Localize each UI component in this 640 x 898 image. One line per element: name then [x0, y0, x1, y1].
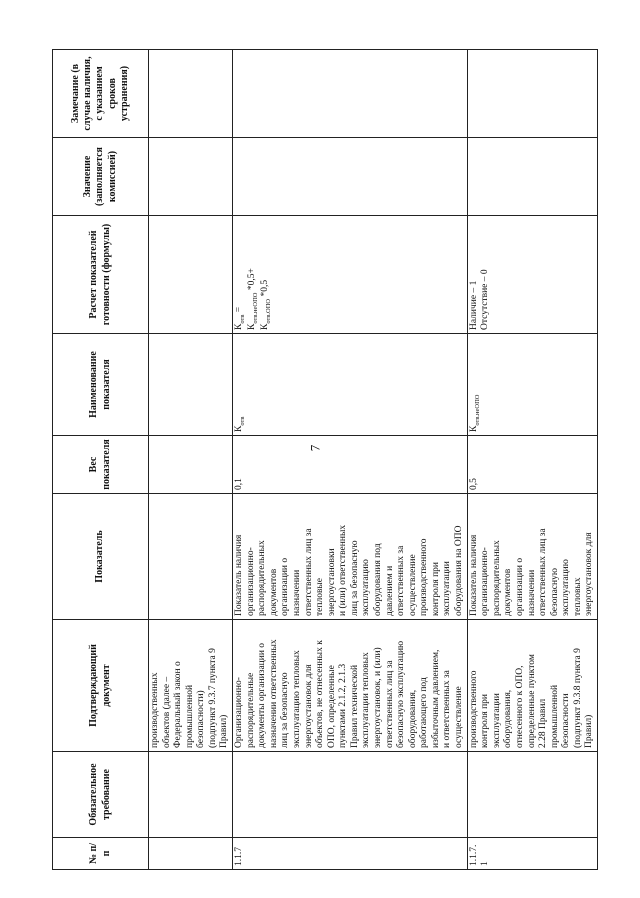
- text-line: ответственных лиц за: [538, 528, 549, 616]
- indicator-symbol-subscript: отв.неОПО: [473, 394, 481, 426]
- cell-remark: [149, 50, 233, 138]
- cell-indicator: [233, 494, 468, 620]
- text-line: Наличие – 1: [468, 280, 479, 330]
- text-line: Отсутствие – 0: [480, 269, 491, 330]
- text-line: безопасную эксплуатацию: [396, 640, 407, 748]
- cell-num: 1.1.7.1: [467, 838, 597, 870]
- text-line: промышленной: [184, 684, 195, 748]
- text-line: лиц за безопасную: [349, 540, 360, 616]
- text-line: документов: [268, 568, 279, 616]
- cell-value: [467, 138, 597, 216]
- indicator-symbol: К: [234, 425, 245, 432]
- text-line: работающего под: [419, 677, 430, 748]
- cell-requirement: [467, 752, 597, 838]
- text-line: промышленной: [549, 684, 560, 748]
- cell-name: [467, 334, 597, 436]
- text-line: отнесенного к ОПО,: [514, 665, 525, 748]
- text-line: энергоустановок, и (или): [372, 647, 383, 748]
- text-line: производственного: [468, 670, 479, 748]
- text-line: безопасную: [549, 568, 560, 616]
- text-line: Правил технической: [349, 664, 360, 748]
- text-line: лиц за безопасную: [280, 672, 291, 748]
- text-line: назначении: [526, 569, 537, 616]
- text-line: производственных: [150, 672, 160, 748]
- text-line: (подпункт 9.3.7 пункта 9: [207, 648, 218, 748]
- header-name: Наименование показателя: [53, 334, 149, 436]
- text-line: безопасности): [196, 690, 207, 748]
- text-line: организации о: [280, 557, 291, 616]
- cell-formula: [467, 216, 597, 334]
- text-line: энергоустановок для: [584, 532, 595, 616]
- cell-name: [149, 334, 233, 436]
- text-line: распорядительных: [257, 540, 268, 616]
- text-line: объектов (далее –: [161, 676, 172, 748]
- text-line: давлением и: [384, 565, 395, 616]
- cell-document: [149, 620, 233, 752]
- table-row: [149, 50, 233, 870]
- text-line: осуществление: [407, 554, 418, 616]
- cell-weight: [149, 436, 233, 494]
- formula-line: $К_{отв.ОПО}$ *0,5: [259, 279, 272, 330]
- cell-document: [467, 620, 597, 752]
- header-num: № п/п: [53, 838, 149, 870]
- indicator-symbol: К: [468, 425, 479, 432]
- readiness-criteria-table: [52, 49, 598, 870]
- cell-indicator: [467, 494, 597, 620]
- text-line: эксплуатации: [442, 561, 453, 616]
- text-line: тепловых: [572, 577, 583, 616]
- formula-lines: [469, 219, 492, 330]
- text-line: определенные пунктом: [526, 654, 537, 748]
- text-line: эксплуатацию: [361, 559, 372, 616]
- document-lines: [234, 623, 466, 748]
- indicator-symbol-subscript: отв: [238, 416, 246, 426]
- cell-num: 1.1.7: [233, 838, 468, 870]
- text-line: и ответственных за: [442, 670, 453, 748]
- text-line: оборудования,: [503, 689, 514, 748]
- cell-requirement: [149, 752, 233, 838]
- text-line: и (или) ответственных: [338, 524, 349, 616]
- text-line: документов: [503, 568, 514, 616]
- text-line: эксплуатации тепловых: [361, 652, 372, 748]
- text-line: энергоустановки: [326, 548, 337, 616]
- header-row: [53, 50, 149, 870]
- text-line: распорядительные: [245, 672, 256, 748]
- header-formula: Расчет показателей готовности (формулы): [53, 216, 149, 334]
- cell-remark: [467, 50, 597, 138]
- rotated-table-wrapper: [52, 50, 595, 870]
- cell-document: [233, 620, 468, 752]
- text-line: (подпункт 9.3.8 пункта 9: [572, 648, 583, 748]
- cell-num: [149, 838, 233, 870]
- text-line: производственного: [419, 538, 430, 616]
- text-line: Правил): [219, 714, 230, 748]
- text-line: тепловые: [315, 577, 326, 616]
- cell-value: [233, 138, 468, 216]
- cell-indicator: [149, 494, 233, 620]
- cell-value: [149, 138, 233, 216]
- text-line: Правил): [584, 714, 595, 748]
- text-line: контроля при: [480, 693, 491, 748]
- table-row: [467, 50, 597, 870]
- cell-name: [233, 334, 468, 436]
- text-line: организационно-: [245, 547, 256, 616]
- text-line: Показатель наличия: [234, 534, 245, 616]
- indicator-lines: [234, 497, 466, 616]
- page-number: 7: [307, 444, 323, 452]
- header-value: Значение (заполняется комиссией): [53, 138, 149, 216]
- text-line: избыточным давлением,: [430, 649, 441, 748]
- text-line: оборудования на ОПО: [454, 525, 465, 616]
- text-line: назначении: [291, 569, 302, 616]
- cell-remark: [233, 50, 468, 138]
- text-line: Показатель наличия: [468, 534, 479, 616]
- text-line: осуществление: [454, 686, 465, 748]
- text-line: оборудования,: [407, 689, 418, 748]
- text-line: ответственных лиц за: [384, 660, 395, 748]
- text-line: контроля при: [430, 561, 441, 616]
- text-line: пунктами 2.1.2, 2.1.3: [338, 663, 349, 748]
- text-line: Федеральный закон о: [173, 661, 184, 748]
- text-line: распорядительных: [491, 540, 502, 616]
- text-line: эксплуатации: [491, 693, 502, 748]
- text-line: ОПО, определенные: [326, 665, 337, 748]
- text-line: организации о: [514, 557, 525, 616]
- formula-line: $К_{отв.неОПО}$ *0,5+: [246, 268, 259, 330]
- text-line: организационно-: [480, 547, 491, 616]
- cell-weight: 0,1: [233, 436, 468, 494]
- text-line: энергоустановок для: [303, 664, 314, 748]
- text-line: безопасности: [561, 693, 572, 748]
- text-line: эксплуатацию тепловых: [291, 650, 302, 748]
- header-weight: Вес показателя: [53, 436, 149, 494]
- header-indicator: Показатель: [53, 494, 149, 620]
- document-lines: [150, 623, 231, 748]
- cell-formula: [149, 216, 233, 334]
- header-remark: Замечание (в случае наличия, с указанием сроков устранения): [53, 50, 149, 138]
- document-lines: [469, 623, 596, 748]
- text-line: документы организации о: [257, 642, 268, 748]
- cell-requirement: [233, 752, 468, 838]
- cell-weight: 0,5: [467, 436, 597, 494]
- indicator-lines: [469, 497, 596, 616]
- text-line: эксплуатацию: [561, 559, 572, 616]
- text-line: объектов, не отнесенных к: [315, 640, 326, 748]
- cell-formula: [233, 216, 468, 334]
- text-line: ответственных за: [396, 545, 407, 616]
- text-line: ответственных лиц за: [303, 528, 314, 616]
- header-requirement: Обязательное требование: [53, 752, 149, 838]
- text-line: назначении ответственных: [268, 639, 279, 748]
- table-row: [233, 50, 468, 870]
- text-line: оборудования под: [372, 543, 383, 616]
- text-line: 2.28 Правил: [538, 698, 549, 748]
- text-line: Организационно-: [234, 677, 245, 748]
- formula-line: $К_{отв}$ =: [234, 306, 246, 330]
- header-document: Подтверждающий документ: [53, 620, 149, 752]
